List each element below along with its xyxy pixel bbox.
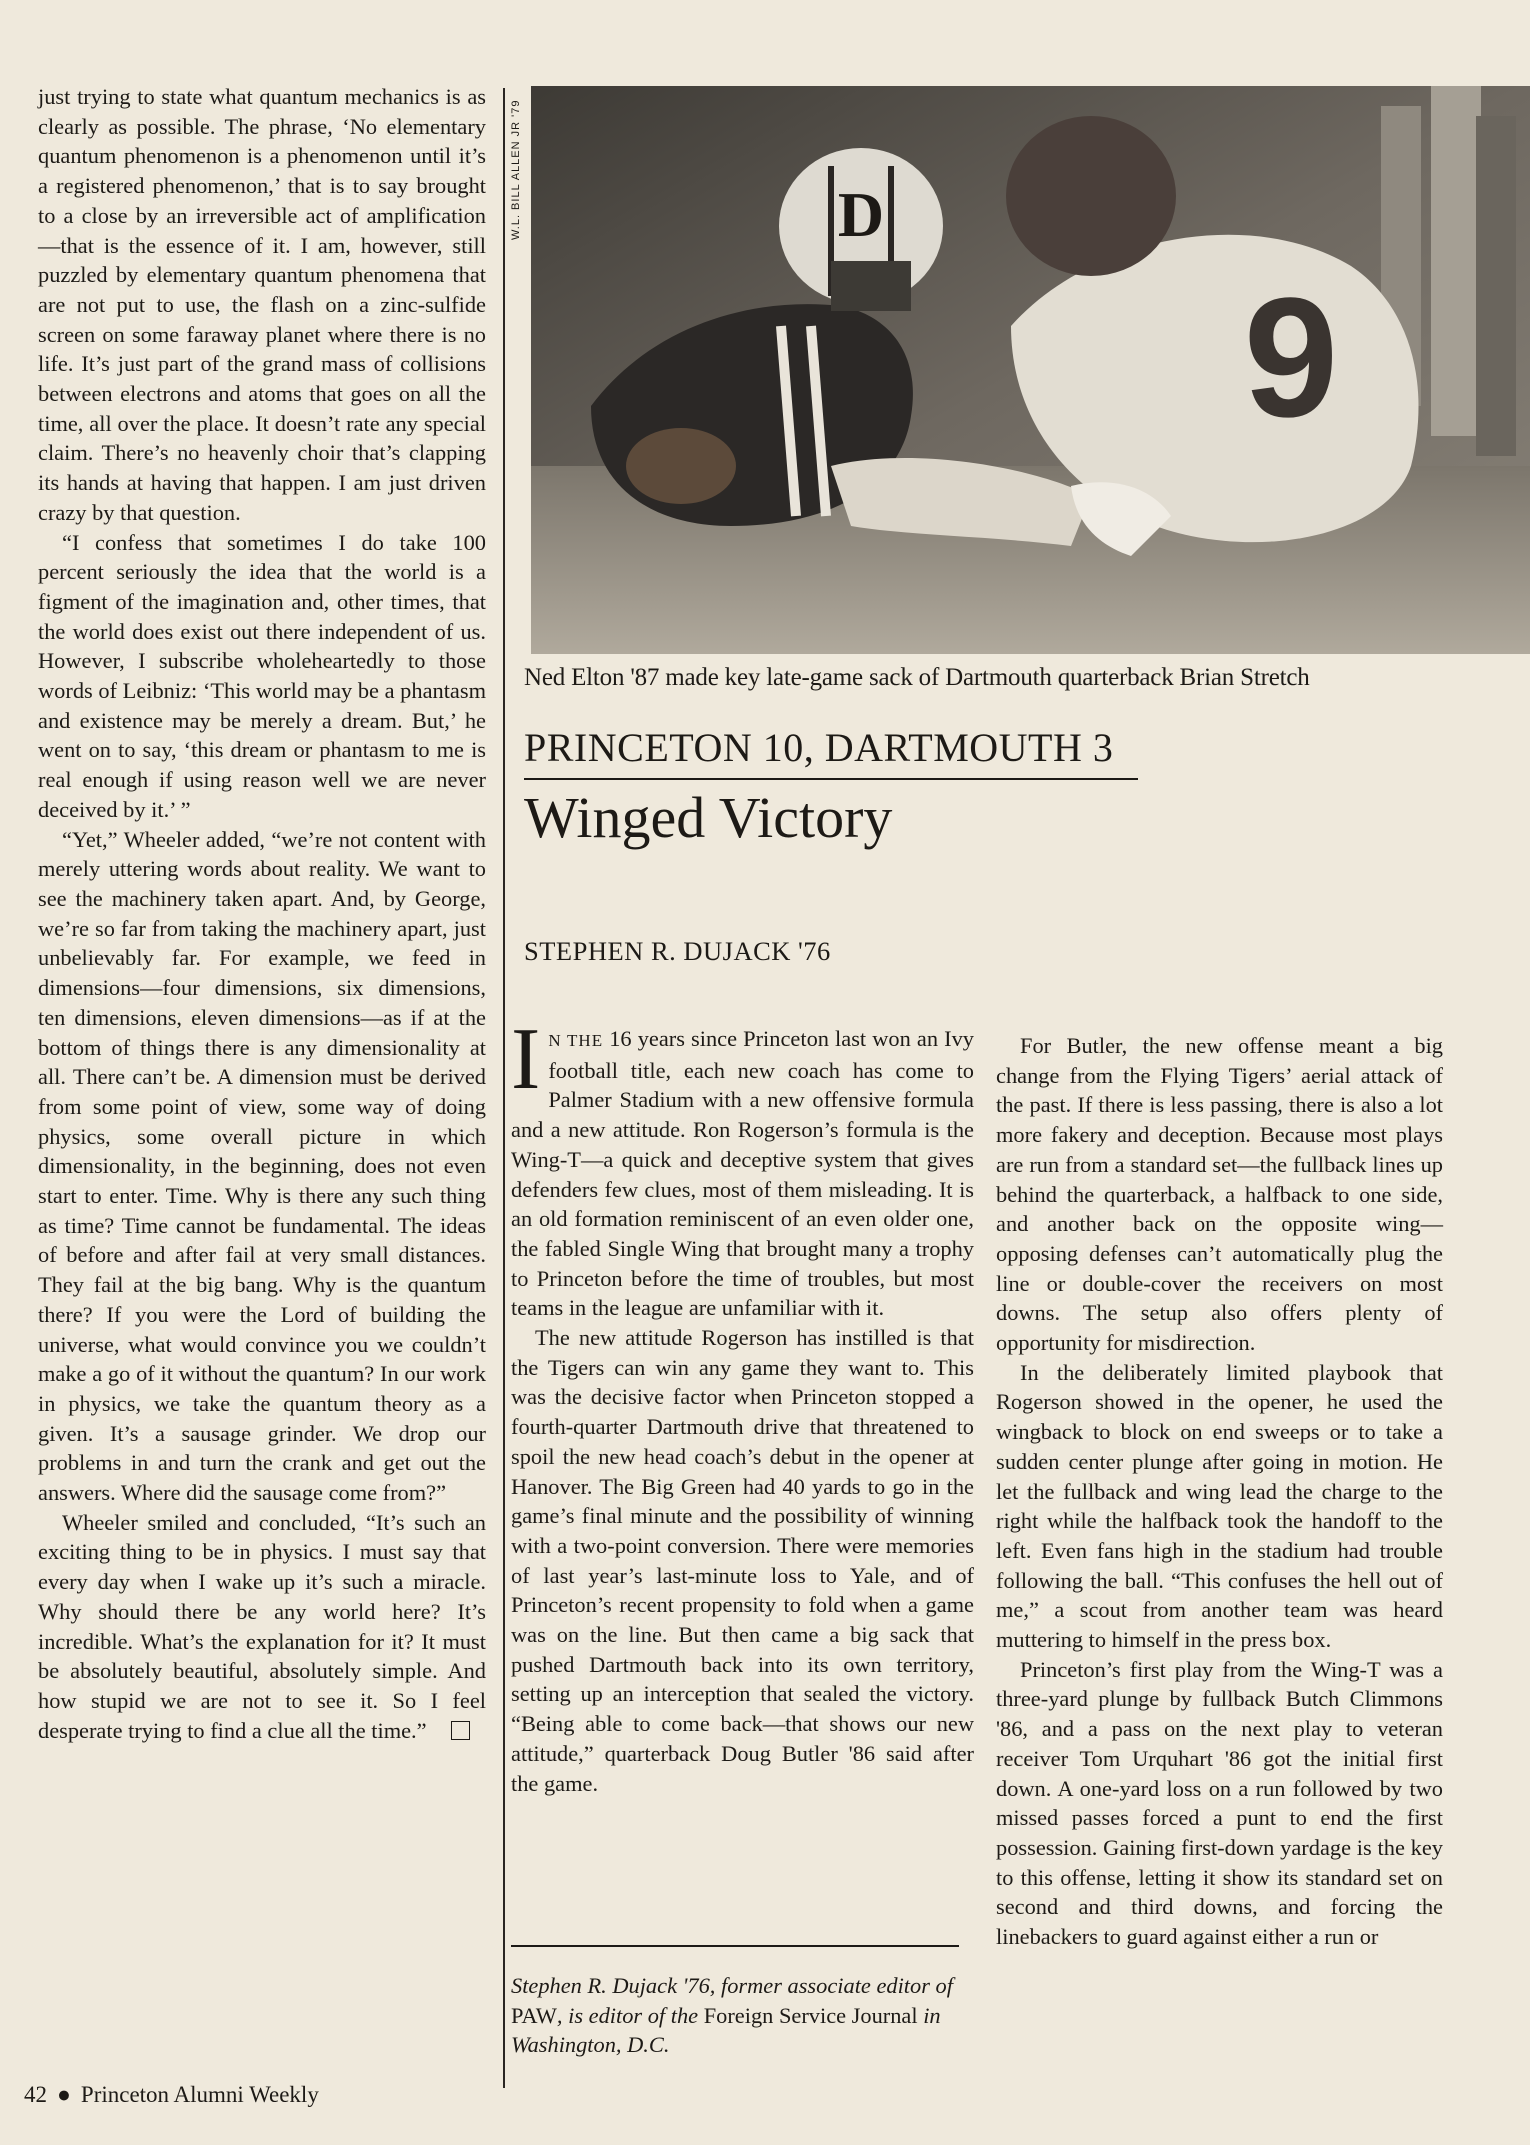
paragraph: Princeton’s first play from the Wing-T was a three-yard plunge by fullback Butch Climmons '86, and a pass on the next play to veteran receiver Tom Urquhart '86 got the initial first down. A one-yard loss on a run followed by two missed passes forced a punt to end the first possession. Gaining first-down yardage is the key to this offense, letting it show its standard set on second and third downs, and forcing the linebackers to guard against either a run or [996, 1656, 1443, 1950]
bio-part: Stephen R. Dujack '76, former associate editor of [511, 1973, 953, 1998]
paragraph: For Butler, the new offense meant a big change from the Flying Tigers’ aerial attack of the past. If there is less passing, there is also a lot more fakery and deception. Because most plays are run from a standard set—the fullback lines up behind the quarterback, a halfback to one side, and another back on the opposite wing—opposing defenses can’t automatically plug the line or double-cover the receivers on most downs. The setup also offers plenty of opportunity for misdirection. [996, 1033, 1443, 1356]
drop-cap: I [511, 1011, 541, 1108]
left-column [38, 82, 486, 1745]
paragraph: “I confess that sometimes I do take 100 percent seriously the idea that the world is a figment of the imagination and, other times, that the world does exist out there independent of us. However, I subscribe wholeheartedly to those words of Leibniz: ‘This world may be a phantasm and existence may be merely a dream. But,’ he went on to say, ‘this dream or phantasm to me is real enough if using reason well we are never deceived by it.’ ” [38, 529, 486, 822]
helmet-letter: D [837, 179, 885, 250]
jersey-number: 9 [1243, 263, 1339, 453]
bullet-icon: ● [57, 2082, 71, 2107]
paragraph [38, 1508, 486, 1746]
paragraph: just trying to state what quantum mechanics is as clearly as possible. The phrase, ‘No elementary quantum phenomenon is a phenomenon until it’s a registered phenomenon,’ that is to say brought to a close by an irreversible act of amplification—that is the essence of it. I am, however, still puzzled by elementary quantum phenomena that are not put to use, the flash on a zinc-sulfide screen on some faraway planet where there is no life. It’s just part of the grand mass of collisions between electrons and atoms that goes on all the time, all over the place. It doesn’t rate any special claim. There’s no heavenly choir that’s clapping its hands at having that happen. I am just driven crazy by that question. [38, 84, 486, 525]
column-rule [503, 88, 505, 2088]
page-number: 42 [24, 2082, 47, 2107]
bio-part: PAW [511, 2002, 557, 2028]
bio-part: Foreign Service Journal [703, 2002, 918, 2028]
publication-name: Princeton Alumni Weekly [80, 2082, 319, 2107]
lead-text: 16 years since Princeton last won an Ivy football title, each new coach has come to Palmer Stadium with a new offensive formula and a new attitude. Ron Rogerson’s formula is the Wing-T—a quick and deceptive system that gives defenders few clues, most of them misleading. It is an old formation reminiscent of an even older one, the fabled Single Wing that brought many a trophy to Princeton before the time of troubles, but most teams in the league are unfamiliar with it. [511, 1026, 975, 1321]
paragraph: “Yet,” Wheeler added, “we’re not content with merely uttering words about reality. We want to see the machinery taken apart. And, by George, we’re so far from taking the machinery apart, just unbelievably far. For example, we feed in dimensions—four dimensions, six dimensions, ten dimensions, eleven dimensions—as if at the bottom of things there is any dimensionality at all. There can’t be. A dimension must be derived from some point of view, some way of doing physics, some overall picture in which dimensionality, in the beginning, does not even start to enter. Time. Why is there any such thing as time? Time cannot be fundamental. The ideas of before and after fail at very small distances. They fail at the big bang. Why is the quantum there? If you were the Lord of building the universe, what would convince you we couldn’t make a go of it without the quantum? In our work in physics, we take the quantum theory as a given. It’s a sausage grinder. We drop our problems in and turn the crank and get out the answers. Where did the sausage come from?” [38, 826, 486, 1506]
photo-credit: W.L. BILL ALLEN JR '79 [510, 99, 522, 240]
lead-paragraph [511, 1011, 975, 1323]
author-bio [511, 1971, 974, 2060]
football-photo-image [531, 86, 1530, 654]
article-column-2 [996, 1031, 1443, 1952]
page-footer [24, 2082, 319, 2108]
paragraph: In the deliberately limited playbook that Rogerson showed in the opener, he used the wingback to block on end sweeps or to take a sudden center plunge after going in motion. He let the fullback and wing lead the charge to the right while the halfback took the handoff to the left. Even fans high in the stadium had trouble following the ball. “This confuses the hell out of me,” a scout from another team was heard muttering to himself in the press box. [996, 1359, 1443, 1653]
lead-smallcaps: N THE [548, 1031, 604, 1050]
kicker-rule [524, 778, 1138, 780]
bio-part: , is editor of the [556, 2002, 704, 2028]
article-column-1 [511, 1011, 975, 1798]
paragraph-text: Wheeler smiled and concluded, “It’s such an exciting thing to be in physics. I must say that every day when I wake up it’s such a miracle. Why should there be any world here? It’s incredible. What’s the explanation for it? It must be absolutely beautiful, absolutely simple. And how stupid we are not to see it. So I feel desperate trying to find a clue all the time.” [38, 1509, 486, 1743]
bio-part: in Washington, D.C. [511, 2002, 941, 2058]
article-byline: STEPHEN R. DUJACK '76 [524, 936, 831, 966]
article-headline: Winged Victory [524, 785, 893, 850]
bio-rule [511, 1945, 959, 1947]
end-mark-icon [451, 1721, 470, 1740]
article-kicker: PRINCETON 10, DARTMOUTH 3 [524, 725, 1114, 770]
photo-caption: Ned Elton '87 made key late-game sack of Dartmouth quarterback Brian Stretch [524, 664, 1310, 691]
football-photo [531, 86, 1530, 654]
paragraph: The new attitude Rogerson has instilled is that the Tigers can win any game they want to. This was the decisive factor when Princeton stopped a fourth-quarter Dartmouth drive that threatened to spoil the new head coach’s debut in the opener at Hanover. The Big Green had 40 yards to go in the game’s final minute and the possibility of winning with a two-point conversion. There were memories of last year’s last-minute loss to Yale, and of Princeton’s recent propensity to fold when a game was on the line. But then came a big sack that pushed Dartmouth back into its own territory, setting up an interception that sealed the victory. “Being able to come back—that shows our new attitude,” quarterback Doug Butler '86 said after the game. [511, 1325, 974, 1796]
